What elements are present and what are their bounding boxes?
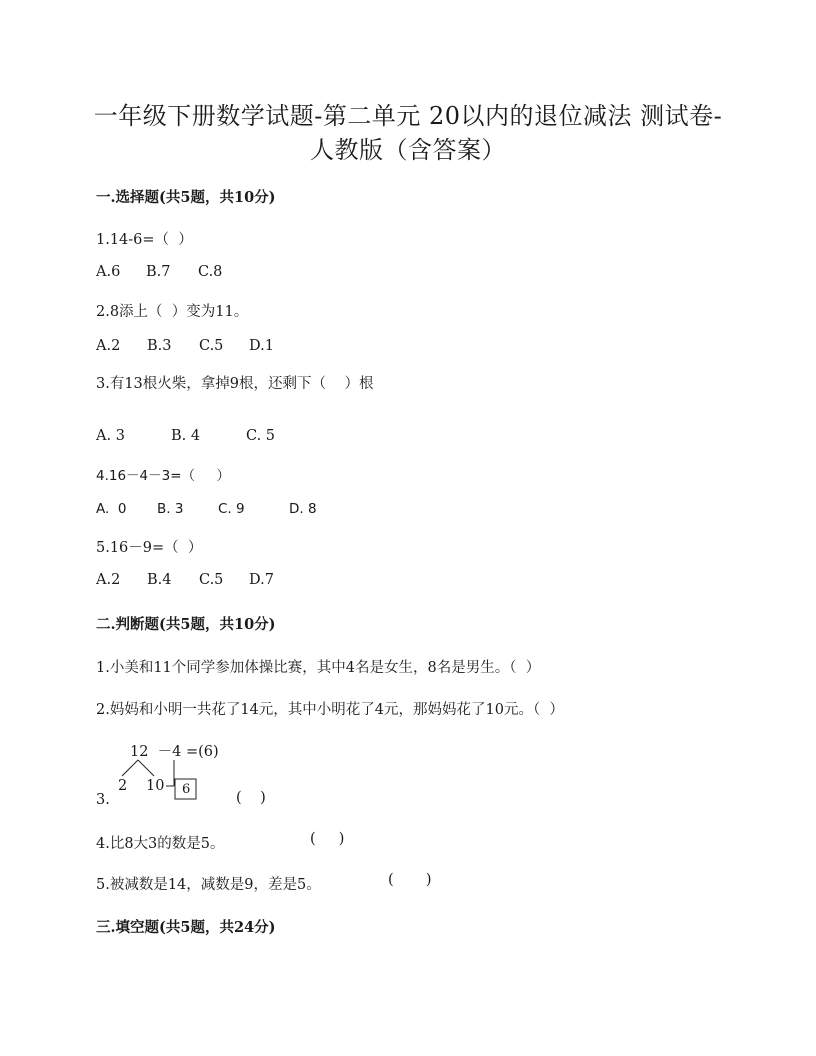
option-a: A. 0 xyxy=(96,501,127,517)
option-b: B. 3 xyxy=(157,501,184,517)
question-1-2: 2.8添上（ ）变为11。 xyxy=(96,304,249,320)
question-2-2: 2.妈妈和小明一共花了14元，其中小明花了4元，那妈妈花了10元。（ ） xyxy=(96,702,564,718)
question-2-5: 5.被减数是14，减数是9，差是5。 xyxy=(96,877,321,893)
option-a: A.2 xyxy=(96,572,121,588)
option-a: A.2 xyxy=(96,338,121,354)
section-heading-choice: 一.选择题(共5题，共10分) xyxy=(96,189,276,206)
branch-left-line xyxy=(122,760,138,776)
option-a: A. 3 xyxy=(96,428,125,444)
section-heading-judgement: 二.判断题(共5题，共10分) xyxy=(96,616,276,633)
option-c: C.5 xyxy=(199,572,224,588)
option-d: D.1 xyxy=(249,338,274,354)
option-b: B.4 xyxy=(147,572,172,588)
box-value: 6 xyxy=(182,782,191,797)
option-c: C. 9 xyxy=(218,501,245,517)
equation-text: 12 －4 =(6) xyxy=(130,744,219,760)
option-d: D. 8 xyxy=(289,501,317,517)
split-left-number: 2 xyxy=(118,778,128,794)
question-2-3-number: 3. xyxy=(96,792,110,808)
answer-paren-2-4: ( ) xyxy=(310,831,345,847)
question-1-5: 5.16－9=（ ） xyxy=(96,540,203,556)
option-b: B.7 xyxy=(146,264,171,280)
question-1-3: 3.有13根火柴，拿掉9根，还剩下（ ）根 xyxy=(96,376,374,392)
question-2-1: 1.小美和11个同学参加体操比赛，其中4名是女生，8名是男生。（ ） xyxy=(96,660,541,676)
question-1-4: 4.16－4－3=（ ） xyxy=(96,468,231,484)
branch-right-line xyxy=(138,760,154,776)
split-right-number: 10 xyxy=(146,778,165,794)
option-c: C. 5 xyxy=(246,428,276,444)
option-b: B. 4 xyxy=(171,428,201,444)
page-title-line-1: 一年级下册数学试题-第二单元 20以内的退位减法 测试卷- xyxy=(93,102,723,130)
question-2-4: 4.比8大3的数是5。 xyxy=(96,836,225,852)
option-a: A.6 xyxy=(96,264,121,280)
option-c: C.5 xyxy=(199,338,224,354)
answer-paren-2-3: ( ) xyxy=(236,790,266,806)
option-c: C.8 xyxy=(198,264,223,280)
question-1-1: 1.14-6=（ ） xyxy=(96,232,193,248)
answer-paren-2-5: ( ) xyxy=(388,872,432,888)
option-b: B.3 xyxy=(147,338,172,354)
option-d: D.7 xyxy=(249,572,274,588)
section-heading-fill-in: 三.填空题(共5题，共24分) xyxy=(96,919,276,936)
page-title-line-2: 人教版（含答案） xyxy=(310,136,506,164)
